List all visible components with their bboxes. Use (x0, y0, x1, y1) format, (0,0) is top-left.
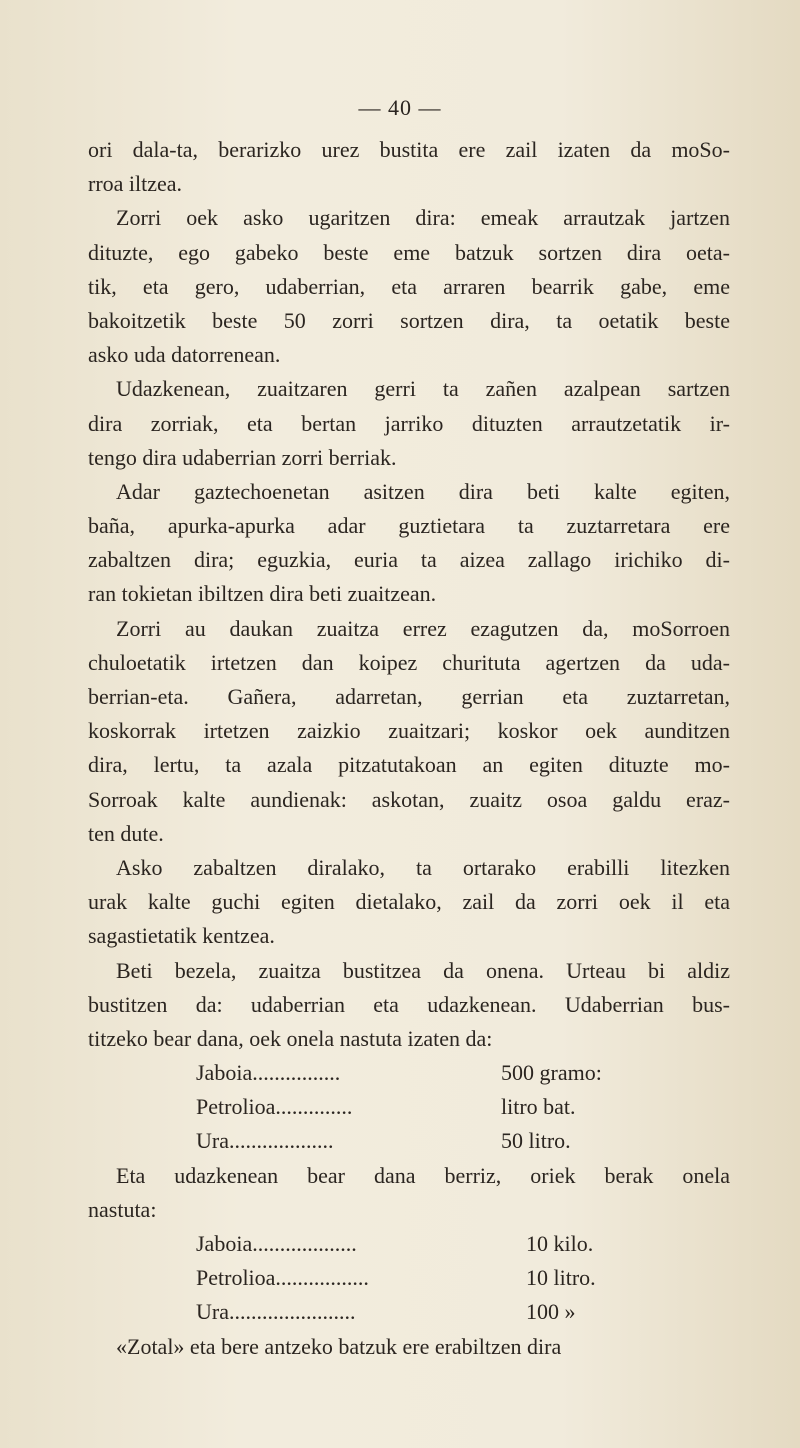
text-line: ran tokietan ibiltzen dira beti zuaitzean. (88, 581, 437, 607)
text-line: tik, eta gero, udaberrian, eta arraren bearrik gabe, eme (88, 273, 730, 299)
text-line: dira zorriak, eta bertan jarriko dituzten arrautzetatik ir- (88, 410, 730, 436)
final-line: «Zotal» eta bere antzeko batzuk ere erabiltzen dira (116, 1333, 562, 1359)
text-line: asko uda datorrenean. (88, 342, 281, 368)
text-line: Beti bezela, zuaitza bustitzea da onena. Urteau bi aldiz (116, 957, 730, 983)
text-line: zabaltzen dira; eguzkia, euria ta aizea zallago irichiko di- (88, 547, 730, 573)
ingredient-quantity: 10 kilo. (526, 1231, 594, 1256)
text-line: baña, apurka-apurka adar guztietara ta zuztarretara ere (88, 513, 730, 539)
table-row (88, 1056, 730, 1090)
text-line: Sorroak kalte aundienak: askotan, zuaitz osoa galdu eraz- (88, 786, 730, 812)
text-line: Udazkenean, zuaitzaren gerri ta zañen azalpean sartzen (116, 376, 730, 402)
autumn-mixture-table (88, 1227, 730, 1330)
table-row (88, 1261, 730, 1295)
text-line: dituzte, ego gabeko beste eme batzuk sortzen dira oeta- (88, 239, 730, 265)
text-line: dira, lertu, ta azala pitzatutakoan an egiten dituzte mo- (88, 752, 730, 778)
ingredient-name: Ura................... (196, 1128, 334, 1154)
ingredient-quantity: 100 » (526, 1299, 576, 1325)
text-line: Zorri oek asko ugaritzen dira: emeak arrautzak jartzen (116, 205, 730, 231)
ingredient-name: Jaboia................ (196, 1060, 341, 1086)
text-line: rroa iltzea. (88, 171, 183, 197)
body-text (88, 133, 730, 1364)
text-line: nastuta: (88, 1196, 157, 1222)
text-line: Zorri au daukan zuaitza errez ezagutzen da, moSorroen (116, 615, 730, 641)
text-line: ori dala-ta, berarizko urez bustita ere zail izaten da moSo- (88, 137, 730, 162)
text-line: Eta udazkenean bear dana berriz, oriek berak onela (116, 1162, 730, 1188)
text-line: tengo dira udaberrian zorri berriak. (88, 444, 397, 470)
table-row (88, 1124, 730, 1158)
spring-mixture-table (88, 1056, 730, 1159)
text-line: sagastietatik kentzea. (88, 923, 275, 949)
text-line: bustitzen da: udaberrian eta udazkenean. Udaberrian bus- (88, 991, 730, 1017)
text-line: koskorrak irtetzen zaizkio zuaitzari; koskor oek aunditzen (88, 718, 730, 744)
ingredient-name: Jaboia................... (196, 1231, 357, 1256)
table-row (88, 1090, 730, 1124)
text-line: ten dute. (88, 820, 164, 846)
ingredient-name: Petrolioa.............. (196, 1094, 353, 1120)
ingredient-quantity: 50 litro. (501, 1128, 571, 1154)
text-line: titzeko bear dana, oek onela nastuta izaten da: (88, 1025, 493, 1051)
ingredient-name: Petrolioa................. (196, 1265, 369, 1291)
page-number: — 40 — (358, 95, 442, 120)
table-row (88, 1227, 730, 1261)
ingredient-quantity: litro bat. (501, 1094, 576, 1120)
text-line: berrian-eta. Gañera, adarretan, gerrian eta zuztarretan, (88, 684, 730, 709)
ingredient-name: Ura....................... (196, 1299, 356, 1325)
text-line: Asko zabaltzen diralako, ta ortarako erabilli litezken (116, 854, 730, 880)
ingredient-quantity: 500 gramo: (501, 1060, 602, 1086)
ingredient-quantity: 10 litro. (526, 1265, 596, 1291)
text-line: bakoitzetik beste 50 zorri sortzen dira, ta oetatik beste (88, 307, 730, 333)
text-line: chuloetatik irtetzen dan koipez churituta agertzen da uda- (88, 649, 730, 675)
table-row (88, 1295, 730, 1329)
paragraphs-section (88, 133, 730, 1056)
text-line: Adar gaztechoenetan asitzen dira beti kalte egiten, (116, 478, 730, 504)
text-line: urak kalte guchi egiten dietalako, zail da zorri oek il eta (88, 889, 730, 915)
autumn-intro (88, 1159, 730, 1227)
